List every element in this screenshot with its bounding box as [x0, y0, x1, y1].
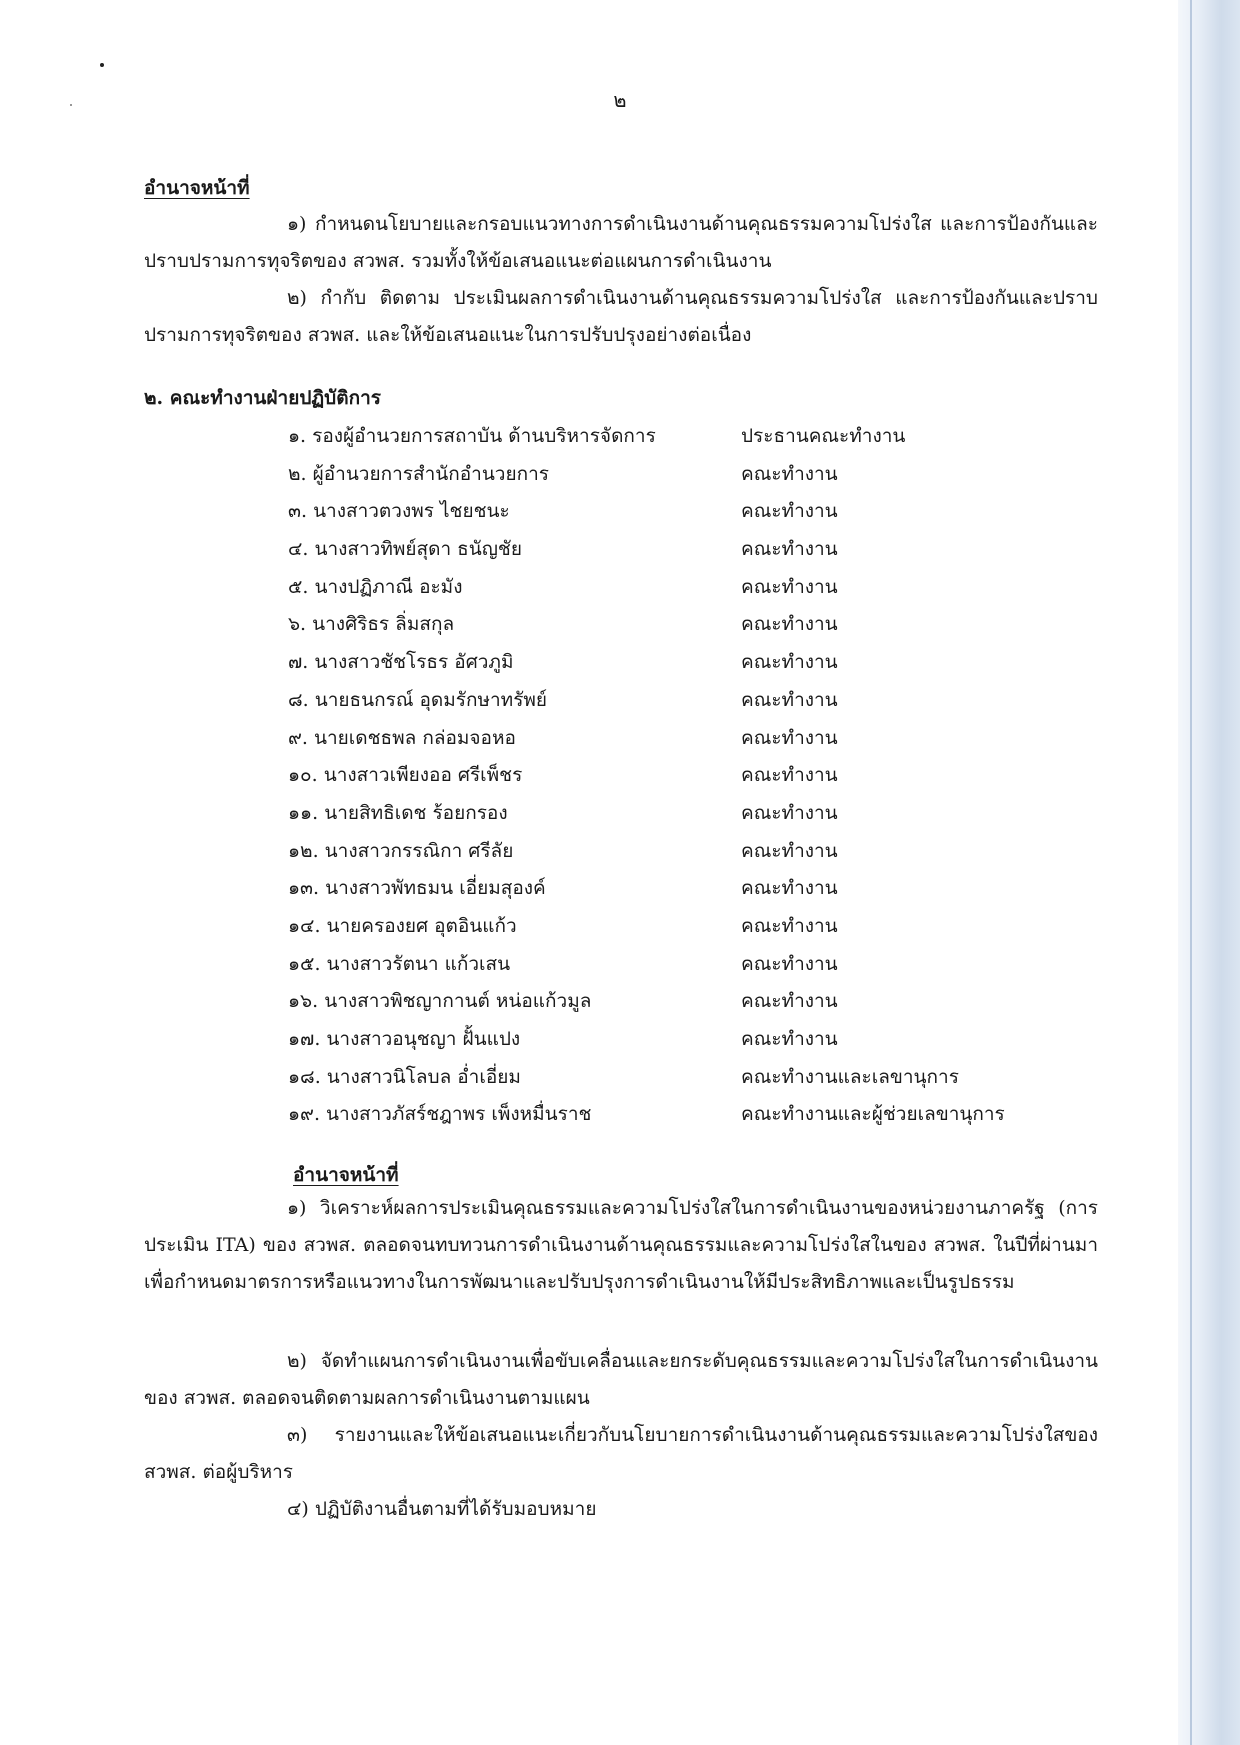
member-role: ประธานคณะทำงาน	[741, 425, 906, 447]
member-name: ๑๖. นางสาวพิชญากานต์ หน่อแก้วมูล	[288, 990, 592, 1013]
member-row	[0, 1021, 1240, 1059]
section1-duties-heading: อำนาจหน้าที่	[144, 177, 250, 199]
member-row	[0, 833, 1240, 871]
member-role: คณะทำงาน	[741, 726, 838, 749]
member-row	[0, 946, 1240, 984]
member-role: คณะทำงาน	[741, 613, 838, 636]
member-row	[0, 418, 1240, 456]
member-row	[0, 870, 1240, 908]
member-name: ๓. นางสาวตวงพร ไชยชนะ	[288, 500, 510, 523]
member-name: ๔. นางสาวทิพย์สุดา ธนัญชัย	[288, 538, 522, 561]
member-name: ๖. นางศิริธร ลิ่มสกุล	[288, 613, 455, 636]
section1-duty-2: ๒) กำกับ ติดตาม ประเมินผลการดำเนินงานด้านคุณธรรมความโปร่งใส และการป้องกันและปราบปรามการทุจริตของ สวพส. และให้ข้อเสนอแนะในการปรับปรุงอย่างต่อเนื่อง	[144, 287, 1098, 346]
member-name: ๑๐. นางสาวเพียงออ ศรีเพ็ชร	[288, 764, 523, 787]
member-name: ๑๑. นายสิทธิเดช ร้อยกรอง	[288, 801, 508, 824]
member-row	[0, 456, 1240, 494]
member-role: คณะทำงาน	[741, 500, 838, 523]
member-row	[0, 1096, 1240, 1134]
section1-duty-1: ๑) กำหนดนโยบายและกรอบแนวทางการดำเนินงานด้านคุณธรรมความโปร่งใส และการป้องกันและปราบปรามการทุจริตของ สวพส. รวมทั้งให้ข้อเสนอแนะต่อแผนการดำเนินงาน	[144, 213, 1098, 272]
member-role: คณะทำงาน	[741, 575, 838, 598]
member-name: ๒. ผู้อำนวยการสำนักอำนวยการ	[288, 462, 549, 485]
member-name: ๕. นางปฏิภาณี อะมัง	[288, 575, 463, 598]
member-role: คณะทำงาน	[741, 1028, 838, 1050]
member-role: คณะทำงาน	[741, 462, 838, 485]
member-row	[0, 983, 1240, 1021]
member-name: ๘. นายธนกรณ์ อุดมรักษาทรัพย์	[288, 688, 548, 711]
member-role: คณะทำงาน	[741, 877, 838, 900]
member-row	[0, 644, 1240, 682]
member-row	[0, 795, 1240, 833]
section2-duty-2: ๒) จัดทำแผนการดำเนินงานเพื่อขับเคลื่อนและยกระดับคุณธรรมและความโปร่งใสในการดำเนินงานของ สวพส. ตลอดจนติดตามผลการดำเนินงานตามแผน	[144, 1350, 1098, 1409]
member-row	[0, 606, 1240, 644]
section2-duty-3: ๓) รายงานและให้ข้อเสนอแนะเกี่ยวกับนโยบายการดำเนินงานด้านคุณธรรมและความโปร่งใสของ สวพส. ต่อผู้บริหาร	[144, 1424, 1098, 1483]
member-name: ๑๗. นางสาวอนุชญา ฝั้นแปง	[288, 1028, 521, 1050]
member-row	[0, 493, 1240, 531]
member-row	[0, 1059, 1240, 1097]
member-role: คณะทำงาน	[741, 914, 838, 937]
scan-speck	[100, 63, 104, 67]
member-row	[0, 720, 1240, 758]
member-name: ๑๓. นางสาวพัทธมน เอี่ยมสุองค์	[288, 877, 546, 900]
member-role: คณะทำงานและผู้ช่วยเลขานุการ	[741, 1103, 1005, 1126]
member-role: คณะทำงาน	[741, 952, 838, 975]
member-row	[0, 908, 1240, 946]
member-row	[0, 682, 1240, 720]
member-name: ๑๘. นางสาวนิโลบล อ่ำเอี่ยม	[288, 1065, 521, 1088]
member-role: คณะทำงาน	[741, 990, 838, 1013]
member-name: ๑. รองผู้อำนวยการสถาบัน ด้านบริหารจัดการ	[288, 425, 656, 447]
section2-duty-1: ๑) วิเคราะห์ผลการประเมินคุณธรรมและความโปร่งใสในการดำเนินงานของหน่วยงานภาครัฐ (การประเมิน ITA) ของ สวพส. ตลอดจนทบทวนการดำเนินงานด้านคุณธรรมและความโปร่งใสในของ สวพส. ในปีที่ผ่านมา เพื่อกำหนดมาตรการหรือแนวทางในการพัฒนาและปรับปรุงการดำเนินงานให้มีประสิทธิภาพและเป็นรูปธรรม	[144, 1197, 1098, 1293]
member-name: ๑๒. นางสาวกรรณิกา ศรีลัย	[288, 839, 514, 862]
member-role: คณะทำงาน	[741, 651, 838, 674]
member-role: คณะทำงาน	[741, 839, 838, 862]
member-role: คณะทำงาน	[741, 801, 838, 824]
member-name: ๑๔. นายครองยศ อุตอินแก้ว	[288, 914, 517, 937]
member-name: ๙. นายเดชธพล กล่อมจอหอ	[288, 726, 516, 749]
member-name: ๑๙. นางสาวภัสร์ชฎาพร เพ็งหมื่นราช	[288, 1103, 592, 1126]
member-role: คณะทำงาน	[741, 688, 838, 711]
member-list	[0, 418, 1240, 1134]
member-row	[0, 531, 1240, 569]
section2-duty-4: ๔) ปฏิบัติงานอื่นตามที่ได้รับมอบหมาย	[287, 1498, 597, 1520]
member-name: ๑๕. นางสาวรัตนา แก้วเสน	[288, 952, 511, 975]
member-name: ๗. นางสาวชัชโรธร อัศวภูมิ	[288, 651, 514, 674]
section2-duties-heading: อำนาจหน้าที่	[293, 1164, 399, 1186]
page-number: ๒	[613, 88, 627, 112]
section2-heading: ๒. คณะทำงานฝ่ายปฏิบัติการ	[144, 387, 381, 409]
member-role: คณะทำงานและเลขานุการ	[741, 1065, 959, 1088]
member-row	[0, 569, 1240, 607]
member-role: คณะทำงาน	[741, 764, 838, 787]
member-row	[0, 757, 1240, 795]
member-role: คณะทำงาน	[741, 538, 838, 561]
